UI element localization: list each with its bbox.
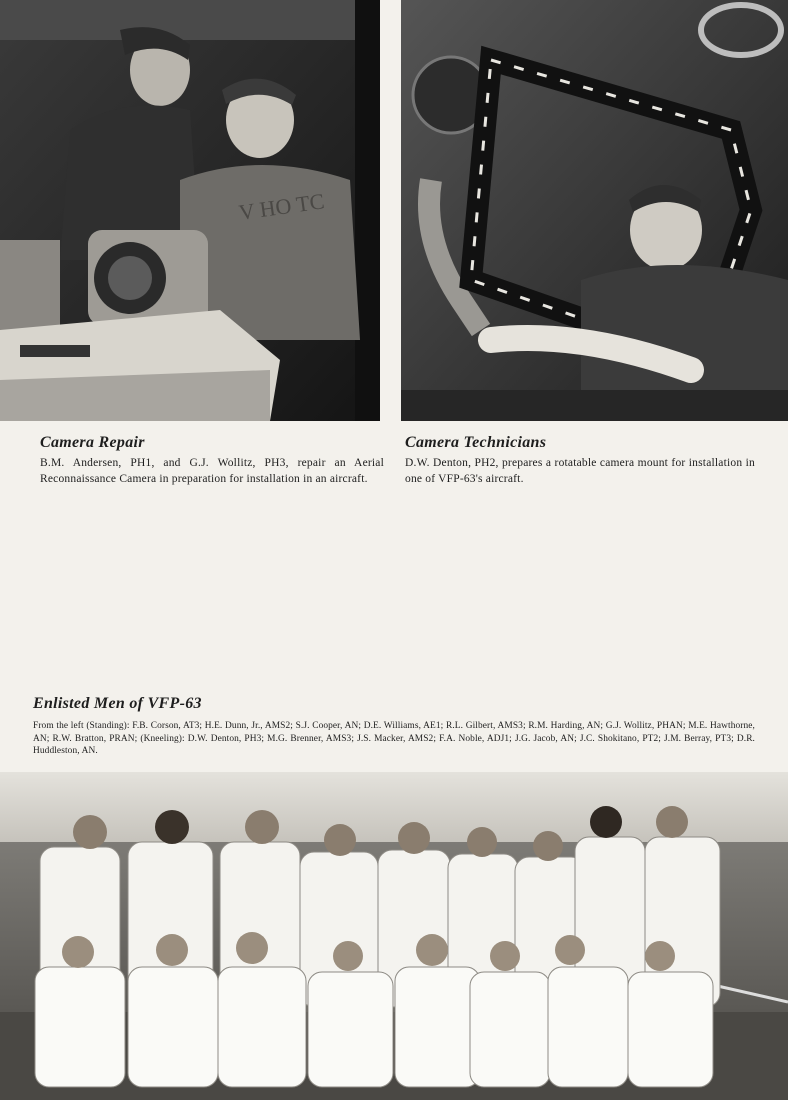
camera-repair-photo xyxy=(0,0,380,421)
camera-technicians-caption: D.W. Denton, PH2, prepares a rotatable camera mount for installation in one of VFP-63's aircraft. xyxy=(405,457,755,485)
camera-repair-title: Camera Repair xyxy=(40,434,145,451)
svg-text:V HO TC: V HO TC xyxy=(237,188,326,225)
camera-mount-photo xyxy=(401,0,788,421)
group-photo xyxy=(0,772,788,1100)
enlisted-men-caption: From the left (Standing): F.B. Corson, AT3; H.E. Dunn, Jr., AMS2; S.J. Cooper, AN; D.E. Williams, AE1; R.L. Gilbert, AMS3; R.M. Harding, AN; G.J. Wollitz, PHAN; M.E. Hawthorne, AN; R.W. Bratton, PRAN; (Kneeling): D.W. Denton, PH3; M.G. Brenner, AMS3; J.S. Macker, AMS2; F.A. Noble, ADJ1; J.G. Jacob, AN; J.C. Shokitano, PT2; J.M. Berray, PT3; D.R. Huddleston, AN. xyxy=(33,721,755,756)
camera-technicians-title: Camera Technicians xyxy=(405,434,547,451)
camera-repair-caption: B.M. Andersen, PH1, and G.J. Wollitz, PH3, repair an Aerial Reconnaissance Camera in preparation for installation in an aircraft. xyxy=(40,457,384,485)
enlisted-men-title: Enlisted Men of VFP-63 xyxy=(33,695,202,712)
